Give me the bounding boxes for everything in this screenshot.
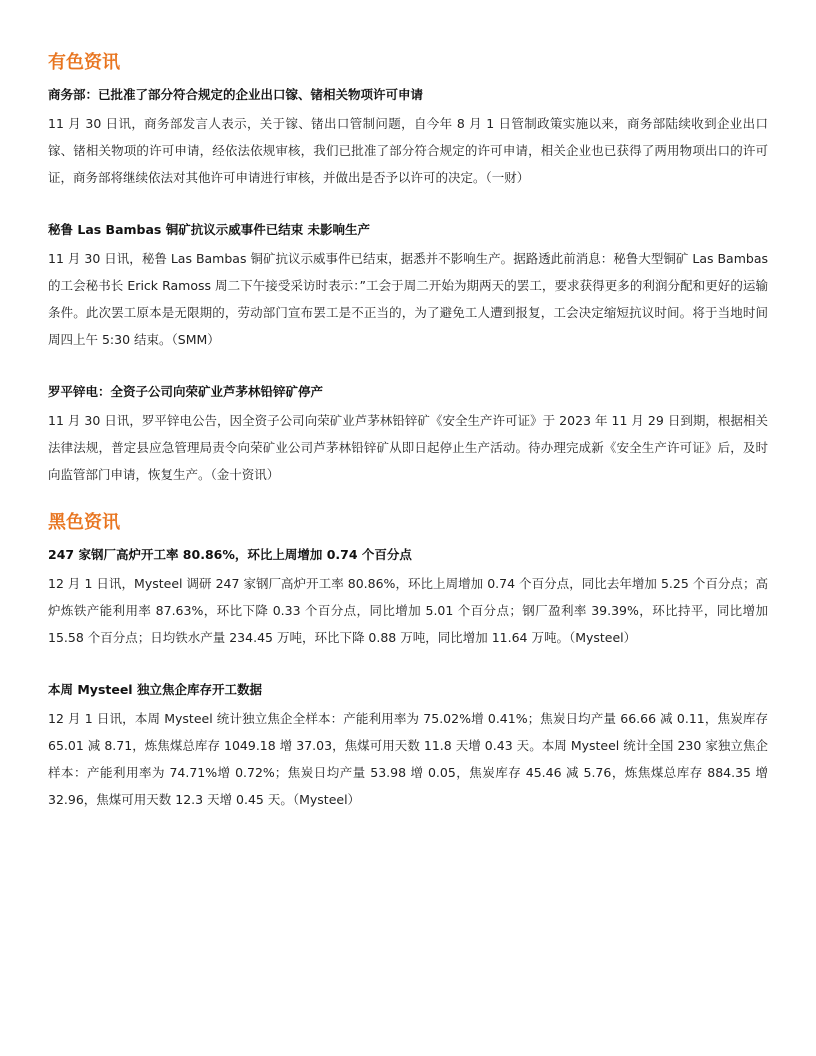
news-body: 11 月 30 日讯，罗平锌电公告，因全资子公司向荣矿业芦茅林铅锌矿《安全生产许可证》于 2023 年 11 月 29 日到期，根据相关法律法规，普定县应急管理局责令向荣矿业公司芦茅林铅锌矿从即日起停止生产活动。待办理完成新《安全生产许可证》后，及时向监管部门申请，恢复生产。（金十资讯） <box>48 413 768 482</box>
news-heading: 本周 Mysteel 独立焦企库存开工数据 <box>48 682 262 697</box>
section-ferrous-news <box>48 510 768 813</box>
news-item <box>48 546 768 651</box>
news-item <box>48 383 768 488</box>
news-body: 11 月 30 日讯，秘鲁 Las Bambas 铜矿抗议示威事件已结束，据悉并不影响生产。据路透此前消息：秘鲁大型铜矿 Las Bambas 的工会秘书长 Erick Ramoss 周二下午接受采访时表示：”工会于周二开始为期两天的罢工，要求获得更多的利润分配和更好的运输条件。此次罢工原本是无限期的，劳动部门宣布罢工是不正当的，为了避免工人遭到报复，工会决定缩短抗议时间。将于当地时间周四上午 5:30 结束。（SMM） <box>48 251 768 347</box>
news-heading: 罗平锌电：全资子公司向荣矿业芦茅林铅锌矿停产 <box>48 384 324 399</box>
news-item <box>48 221 768 353</box>
section-title: 黑色资讯 <box>48 512 120 533</box>
news-item <box>48 681 768 813</box>
news-heading: 秘鲁 Las Bambas 铜矿抗议示威事件已结束 未影响生产 <box>48 222 371 237</box>
news-body: 11 月 30 日讯，商务部发言人表示，关于镓、锗出口管制问题，自今年 8 月 1 日管制政策实施以来，商务部陆续收到企业出口镓、锗相关物项的许可申请，经依法依规审核，我们已批准了部分符合规定的许可申请，相关企业也已获得了两用物项出口的许可证，商务部将继续依法对其他许可申请进行审核，并做出是否予以许可的决定。（一财） <box>48 116 768 185</box>
section-nonferrous-news <box>48 50 768 488</box>
news-item <box>48 86 768 191</box>
news-heading: 247 家钢厂高炉开工率 80.86%，环比上周增加 0.74 个百分点 <box>48 547 412 562</box>
news-body: 12 月 1 日讯，本周 Mysteel 统计独立焦企全样本：产能利用率为 75.02%增 0.41%；焦炭日均产量 66.66 减 0.11，焦炭库存 65.01 减 8.71，炼焦煤总库存 1049.18 增 37.03，焦煤可用天数 11.8 天增 0.43 天。本周 Mysteel 统计全国 230 家独立焦企样本：产能利用率为 74.71%增 0.72%；焦炭日均产量 53.98 增 0.05，焦炭库存 45.46 减 5.76，炼焦煤总库存 884.35 增 32.96，焦煤可用天数 12.3 天增 0.45 天。（Mysteel） <box>48 711 768 807</box>
section-title: 有色资讯 <box>48 52 120 73</box>
document-page <box>48 50 768 813</box>
news-heading: 商务部：已批准了部分符合规定的企业出口镓、锗相关物项许可申请 <box>48 87 424 102</box>
news-body: 12 月 1 日讯，Mysteel 调研 247 家钢厂高炉开工率 80.86%，环比上周增加 0.74 个百分点，同比去年增加 5.25 个百分点；高炉炼铁产能利用率 87.63%，环比下降 0.33 个百分点，同比增加 5.01 个百分点；钢厂盈利率 39.39%，环比持平，同比增加 15.58 个百分点；日均铁水产量 234.45 万吨，环比下降 0.88 万吨，同比增加 11.64 万吨。（Mysteel） <box>48 576 768 645</box>
